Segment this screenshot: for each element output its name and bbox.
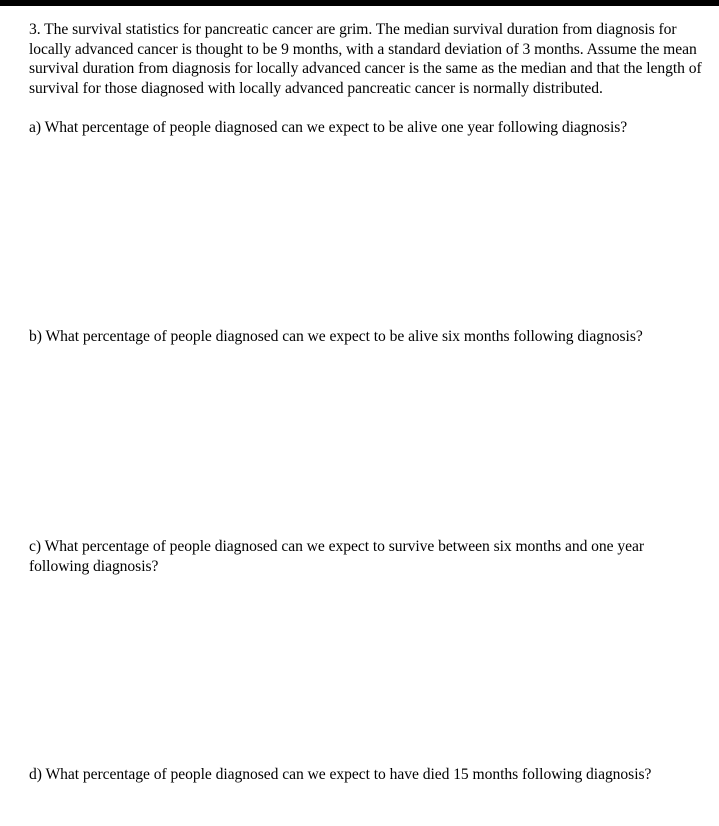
question-a: a) What percentage of people diagnosed can we expect to be alive one year following diagnosis? (29, 119, 628, 136)
problem-intro: 3. The survival statistics for pancreatic cancer are grim. The median survival duration from diagnosis for locally advanced cancer is thought to be 9 months, with a standard deviation of 3 months. Assume the mean survival duration from diagnosis for locally advanced cancer is the same as the median and that the length of survival for those diagnosed with locally advanced pancreatic cancer is normally distributed. (29, 21, 702, 97)
question-c: c) What percentage of people diagnosed can we expect to survive between six months and one year following diagnosis? (29, 538, 645, 575)
question-d: d) What percentage of people diagnosed can we expect to have died 15 months following diagnosis? (29, 766, 652, 783)
question-b: b) What percentage of people diagnosed can we expect to be alive six months following diagnosis? (29, 328, 643, 345)
